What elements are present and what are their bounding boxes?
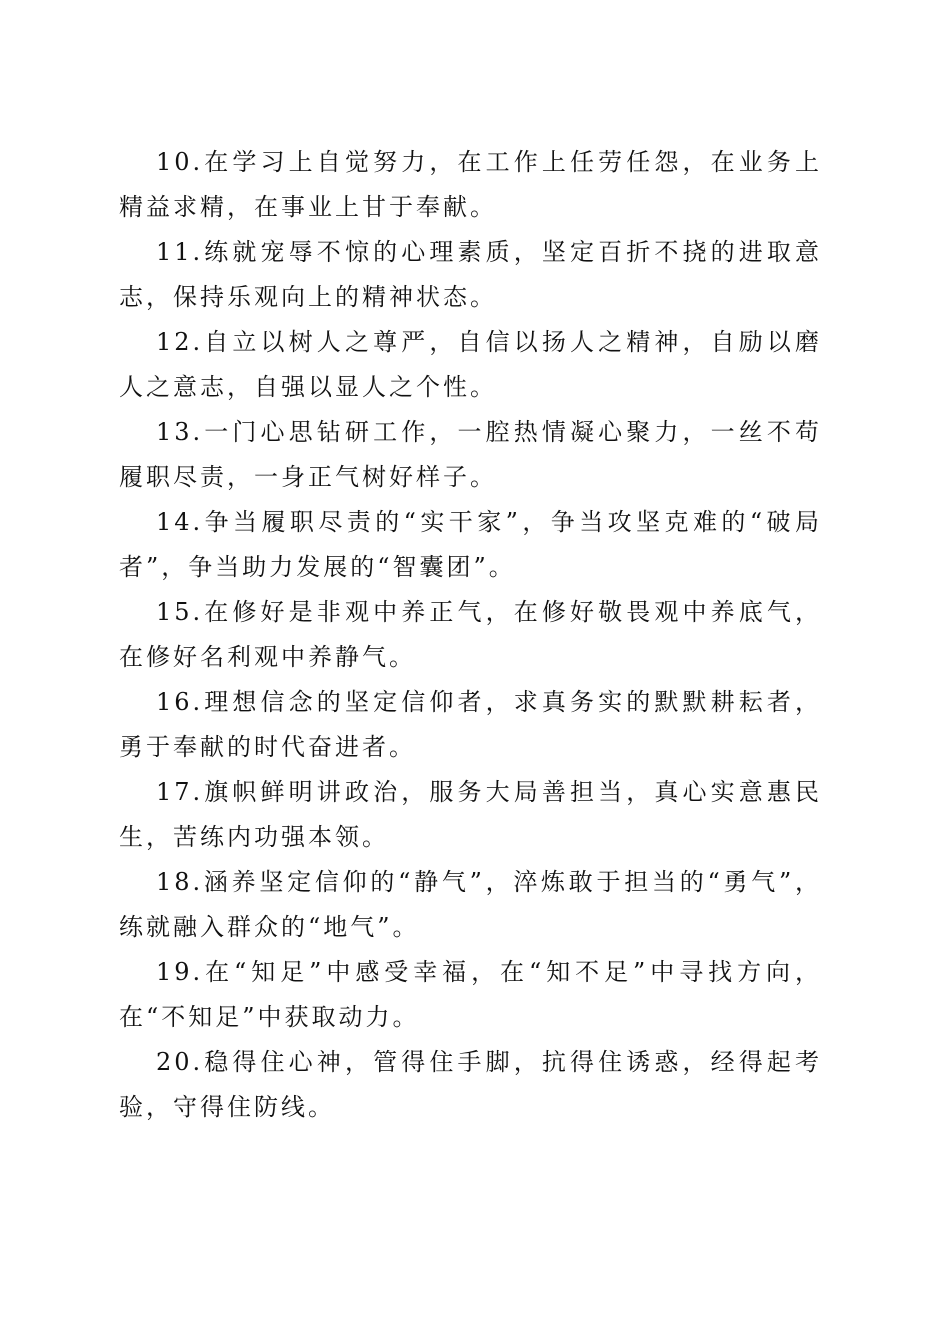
list-item-16: 16.理想信念的坚定信仰者，求真务实的默默耕耘者，勇于奉献的时代奋进者。 (119, 688, 822, 761)
list-item-17: 17.旗帜鲜明讲政治，服务大局善担当，真心实意惠民生，苦练内功强本领。 (119, 778, 822, 851)
list-item-15: 15.在修好是非观中养正气，在修好敬畏观中养底气，在修好名利观中养静气。 (119, 598, 822, 671)
list-item-14: 14.争当履职尽责的“实干家”，争当攻坚克难的“破局者”，争当助力发展的“智囊团”。 (119, 508, 822, 581)
list-item-12: 12.自立以树人之尊严，自信以扬人之精神，自励以磨人之意志，自强以显人之个性。 (119, 328, 822, 401)
list-item-11: 11.练就宠辱不惊的心理素质，坚定百折不挠的进取意志，保持乐观向上的精神状态。 (119, 238, 822, 311)
list-item-19: 19.在“知足”中感受幸福，在“知不足”中寻找方向，在“不知足”中获取动力。 (119, 958, 822, 1031)
list-item-10: 10.在学习上自觉努力，在工作上任劳任怨，在业务上精益求精，在事业上甘于奉献。 (119, 148, 822, 221)
list-item-18: 18.涵养坚定信仰的“静气”，淬炼敢于担当的“勇气”，练就融入群众的“地气”。 (119, 868, 822, 941)
list-item-13: 13.一门心思钻研工作，一腔热情凝心聚力，一丝不苟履职尽责，一身正气树好样子。 (119, 418, 822, 491)
list-item-20: 20.稳得住心神，管得住手脚，抗得住诱惑，经得起考验，守得住防线。 (119, 1048, 822, 1121)
document-body (119, 140, 822, 1130)
